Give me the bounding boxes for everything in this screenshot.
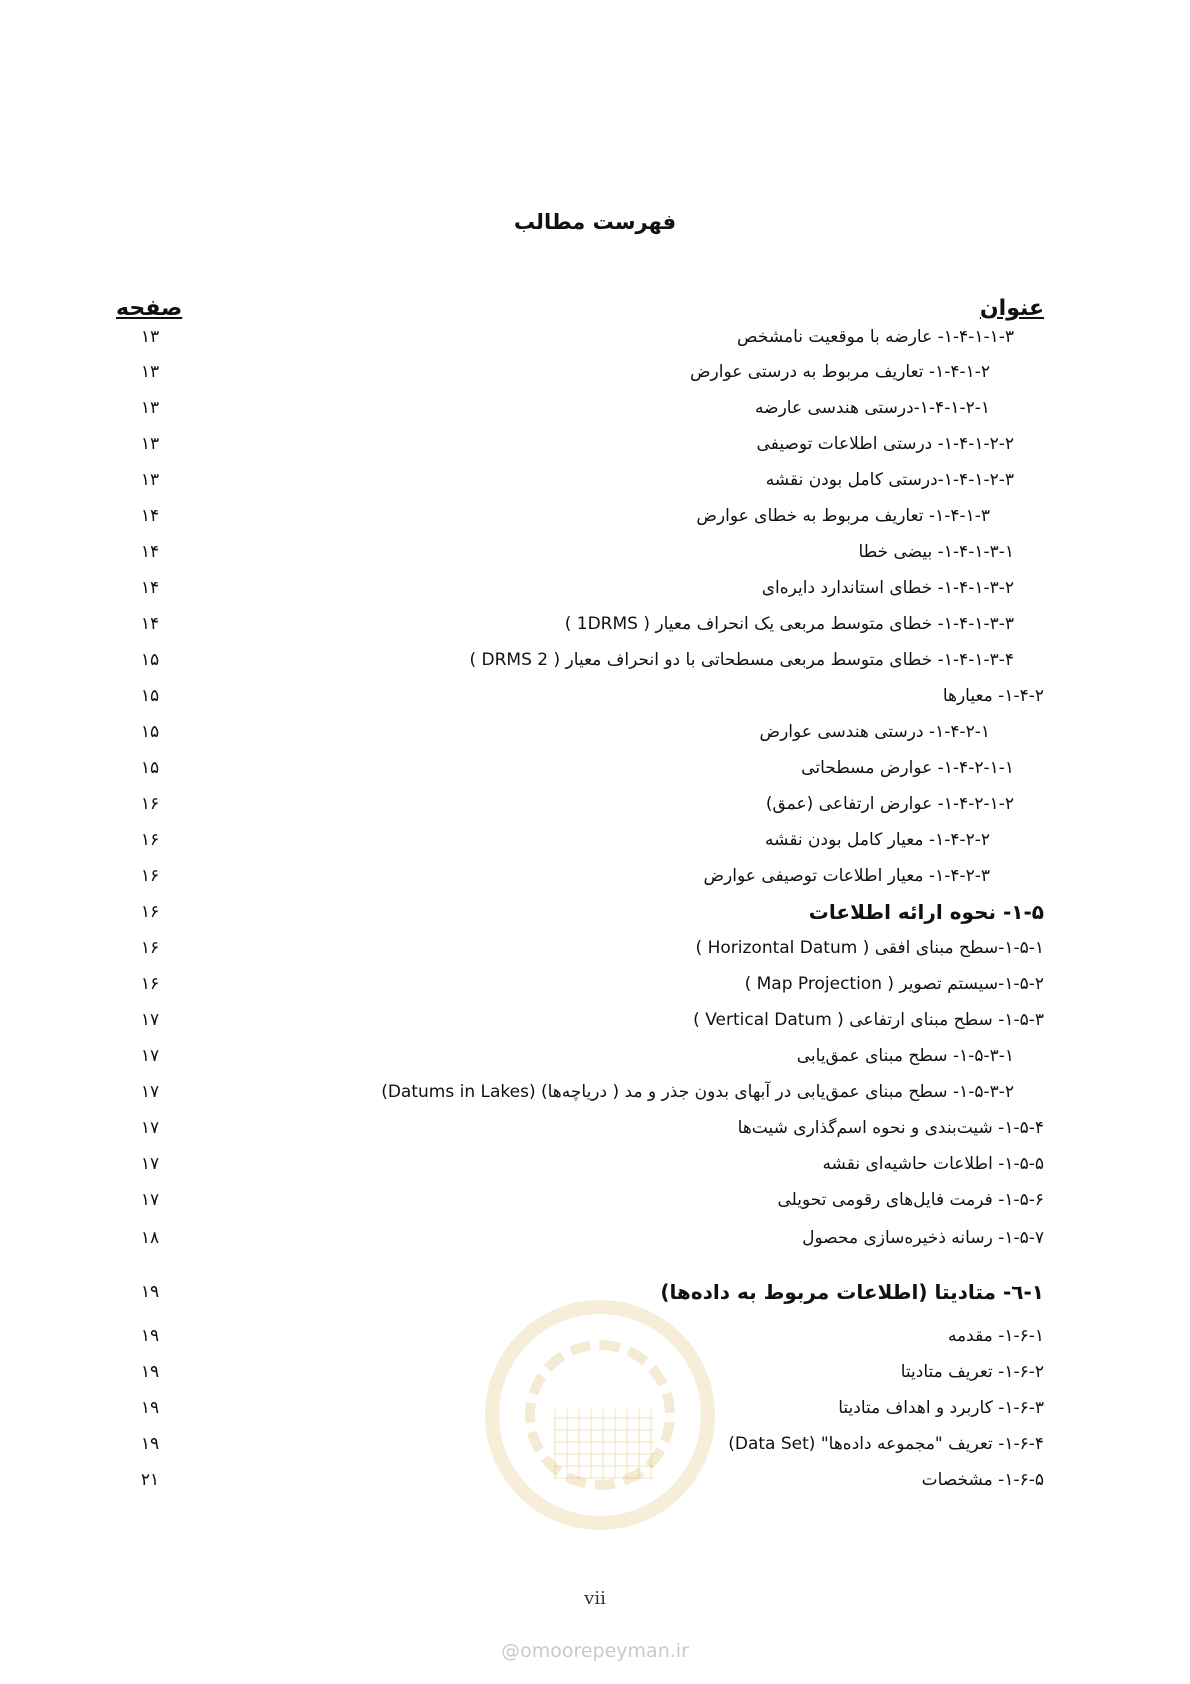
toc-entry-title: ۱-۴-۱-۳-۲- خطای استاندارد دایره‌ای [761, 578, 1014, 598]
toc-entry[interactable] [0, 969, 1190, 1003]
toc-entry[interactable] [0, 465, 1190, 499]
toc-entry-page: ۱۹ [140, 1282, 160, 1302]
toc-entry-title: ۱-۵-۶- فرمت فایل‌های رقومی تحویلی [777, 1190, 1044, 1210]
toc-entry-title: ۱-۶-۵- مشخصات [921, 1470, 1044, 1490]
toc-entry-page: ۱۳ [140, 398, 160, 418]
toc-entry[interactable] [0, 1277, 1190, 1311]
toc-entry-title: ۱-۴-۲-۱-۱- عوارض مسطحاتی [801, 758, 1014, 778]
toc-entry[interactable] [0, 933, 1190, 967]
toc-entry-page: ۱۶ [140, 794, 160, 814]
toc-entry-page: ۱۹ [140, 1398, 160, 1418]
toc-entry-title: ۱-۴-۱-۳-۴- خطای متوسط مربعی مسطحاتی با دو انحراف معیار ( 2 DRMS ) [469, 650, 1014, 670]
toc-entry-page: ۱۷ [140, 1190, 160, 1210]
toc-entry-page: ۱۳ [140, 327, 160, 347]
toc-entry[interactable] [0, 1465, 1190, 1499]
toc-entry-title: ۱-۴-۱-۲-۱-درستی هندسی عارضه [755, 398, 990, 418]
toc-entry-title: ۱-۶-۱- مقدمه [947, 1326, 1044, 1346]
toc-entry-title: ۱-۴-۱-۳-۳- خطای متوسط مربعی یک انحراف معیار ( 1DRMS ) [564, 614, 1014, 634]
toc-entry[interactable] [0, 1005, 1190, 1039]
toc-entry-title: ۱-۵-۳- سطح مبنای ارتفاعی ( Vertical Datum ) [693, 1010, 1044, 1030]
toc-entry-page: ۲۱ [140, 1470, 160, 1490]
toc-entry-title: ۱-۶-۲- تعریف متادیتا [900, 1362, 1044, 1382]
toc-entry[interactable] [0, 789, 1190, 823]
toc-entry[interactable] [0, 1429, 1190, 1463]
page-number: vii [584, 1588, 606, 1609]
toc-entry-title: ۱-۶-۴- تعریف "مجموعه داده‌ها" (Data Set) [728, 1434, 1044, 1454]
page-title: فهرست مطالب [513, 210, 677, 234]
toc-entry[interactable] [0, 1041, 1190, 1075]
toc-entry-page: ۱۹ [140, 1434, 160, 1454]
toc-entry-title: ۱-٦- متادیتا (اطلاعات مربوط به داده‌ها) [660, 1280, 1044, 1304]
toc-entry[interactable] [0, 1393, 1190, 1427]
toc-entry-title: ۱-۶-۳- کاربرد و اهداف متادیتا [838, 1398, 1044, 1418]
toc-entry[interactable] [0, 825, 1190, 859]
toc-entry-page: ۱۸ [140, 1228, 160, 1248]
toc-entry-page: ۱۵ [140, 758, 160, 778]
toc-entry[interactable] [0, 681, 1190, 715]
toc-entry[interactable] [0, 1185, 1190, 1219]
toc-entry[interactable] [0, 393, 1190, 427]
toc-entry-page: ۱۳ [140, 362, 160, 382]
toc-entry-title: ۱-۴-۱-۲-۳-درستی کامل بودن نقشه [765, 470, 1014, 490]
site-watermark-text: @omoorepeyman.ir [501, 1640, 689, 1662]
toc-entry-title: ۱-۵-۵- اطلاعات حاشیه‌ای نقشه [822, 1154, 1044, 1174]
toc-entry-title: ۱-۴-۲-۱-۲- عوارض ارتفاعی (عمق) [765, 794, 1014, 814]
toc-entry-title: ۱-۵-۷- رسانه ذخیره‌سازی محصول [802, 1228, 1044, 1248]
toc-entry[interactable] [0, 717, 1190, 751]
toc-entry[interactable] [0, 645, 1190, 679]
toc-entry-title: ۱-۴-۱-۳- تعاریف مربوط به خطای عوارض [696, 506, 990, 526]
toc-entry-page: ۱۴ [140, 506, 160, 526]
toc-entry-page: ۱۶ [140, 866, 160, 886]
toc-entry-title: ۱-۵-۲-سیستم تصویر ( Map Projection ) [744, 974, 1044, 994]
toc-entry-page: ۱۵ [140, 650, 160, 670]
toc-entry-title: ۱-۵- نحوه ارائه اطلاعات [808, 900, 1044, 924]
toc-entry-title: ۱-۴-۱-۲- تعاریف مربوط به درستی عوارض [689, 362, 990, 382]
toc-entry[interactable] [0, 573, 1190, 607]
toc-entry-page: ۱۶ [140, 938, 160, 958]
toc-entry[interactable] [0, 501, 1190, 535]
toc-entry[interactable] [0, 1223, 1190, 1257]
toc-entry[interactable] [0, 537, 1190, 571]
toc-entry-title: ۱-۴-۲-۳- معیار اطلاعات توصیفی عوارض [703, 866, 990, 886]
toc-entry[interactable] [0, 609, 1190, 643]
toc-entry-page: ۱۴ [140, 614, 160, 634]
toc-entry[interactable] [0, 1113, 1190, 1147]
column-header-page: صفحه [116, 296, 183, 321]
toc-entry-page: ۱۳ [140, 470, 160, 490]
toc-entry-title: ۱-۵-۴- شیت‌بندی و نحوه اسم‌گذاری شیت‌ها [737, 1118, 1044, 1138]
toc-entry[interactable] [0, 322, 1190, 356]
toc-entry-page: ۱۷ [140, 1046, 160, 1066]
toc-entry-page: ۱۹ [140, 1326, 160, 1346]
toc-entry-page: ۱۶ [140, 974, 160, 994]
toc-entry[interactable] [0, 357, 1190, 391]
toc-entry-title: ۱-۴-۱-۳-۱- بیضی خطا [858, 542, 1014, 562]
toc-entry[interactable] [0, 1321, 1190, 1355]
toc-entry-page: ۱۷ [140, 1082, 160, 1102]
column-header-title: عنوان [979, 296, 1044, 321]
toc-entry-title: ۱-۴-۲-۲- معیار کامل بودن نقشه [765, 830, 990, 850]
toc-entry-page: ۱۶ [140, 902, 160, 922]
toc-entry[interactable] [0, 861, 1190, 895]
toc-entry-title: ۱-۵-۱-سطح مبنای افقی ( Horizontal Datum ) [695, 938, 1044, 958]
toc-entry[interactable] [0, 1357, 1190, 1391]
toc-entry-title: ۱-۴-۲-۱- درستی هندسی عوارض [759, 722, 990, 742]
toc-entry-page: ۱۳ [140, 434, 160, 454]
toc-entry-page: ۱۹ [140, 1362, 160, 1382]
toc-entry[interactable] [0, 753, 1190, 787]
toc-entry-page: ۱۵ [140, 686, 160, 706]
toc-entry-page: ۱۷ [140, 1118, 160, 1138]
toc-entry[interactable] [0, 429, 1190, 463]
toc-entry-page: ۱۷ [140, 1154, 160, 1174]
toc-entry[interactable] [0, 1149, 1190, 1183]
toc-entry-title: ۱-۴-۲- معیارها [942, 686, 1044, 706]
toc-entry-page: ۱۴ [140, 542, 160, 562]
toc-entry-page: ۱۶ [140, 830, 160, 850]
toc-entry-page: ۱۷ [140, 1010, 160, 1030]
toc-entry[interactable] [0, 1077, 1190, 1111]
toc-entry-page: ۱۵ [140, 722, 160, 742]
toc-entry-title: ۱-۴-۱-۲-۲- درستی اطلاعات توصیفی [756, 434, 1014, 454]
toc-entry[interactable] [0, 897, 1190, 931]
toc-entry-title: ۱-۵-۳-۱- سطح مبنای عمق‌یابی [796, 1046, 1014, 1066]
toc-entry-page: ۱۴ [140, 578, 160, 598]
toc-entry-title: ۱-۴-۱-۱-۳- عارضه با موقعیت نامشخص [737, 327, 1014, 347]
toc-entry-title: ۱-۵-۳-۲- سطح مبنای عمق‌یابی در آبهای بدون جذر و مد ( دریاچه‌ها) (Datums in Lakes) [381, 1082, 1014, 1102]
